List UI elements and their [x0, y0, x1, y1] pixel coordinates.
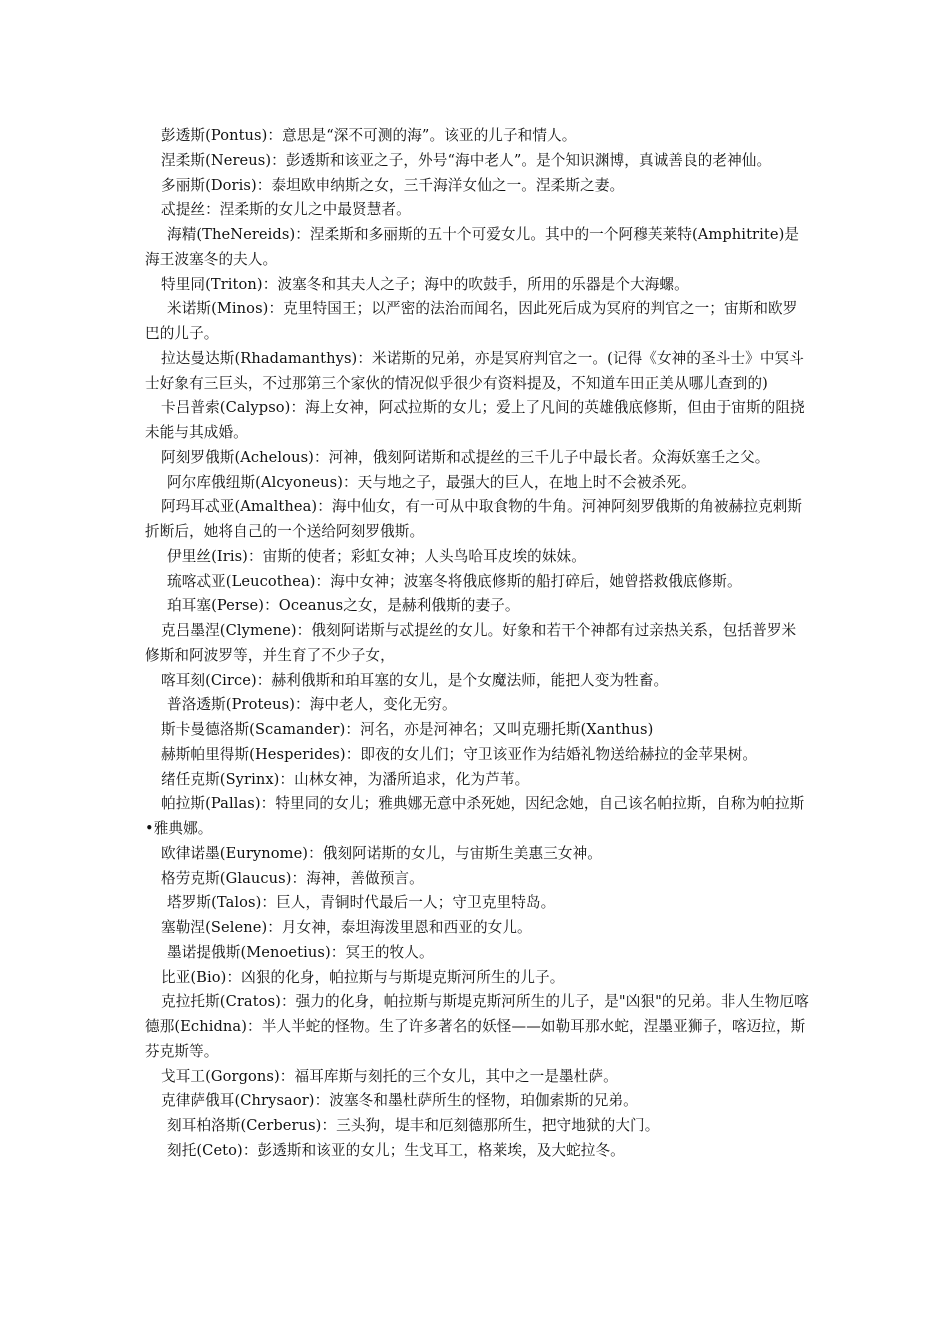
paragraph: 琉喀忒亚(Leucothea)：海中女神；波塞冬将俄底修斯的船打碎后，她曾搭救俄底修斯。 — [167, 572, 742, 590]
paragraph: 墨诺提俄斯(Menoetius)：冥王的牧人。 — [167, 943, 434, 961]
paragraph: 喀耳刻(Circe)：赫利俄斯和珀耳塞的女儿，是个女魔法师，能把人变为牲畜。 — [161, 671, 669, 689]
paragraph: 伊里丝(Iris)：宙斯的使者；彩虹女神；人头鸟哈耳皮埃的妹妹。 — [167, 547, 586, 565]
paragraph: 海精(TheNereids)：涅柔斯和多丽斯的五十个可爱女儿。其中的一个阿穆芙莱特(Amphitrite)是海王波塞冬的夫人。 — [145, 226, 800, 268]
paragraph: 普洛透斯(Proteus)：海中老人，变化无穷。 — [167, 696, 457, 714]
paragraph: 彭透斯(Pontus)：意思是“深不可测的海”。该亚的儿子和情人。 — [161, 127, 577, 144]
paragraph: 戈耳工(Gorgons)：福耳库斯与刻托的三个女儿，其中之一是墨杜萨。 — [161, 1067, 618, 1085]
paragraph: 米诺斯(Minos)：克里特国王；以严密的法治而闻名，因此死后成为冥府的判官之一；宙斯和欧罗巴的儿子。 — [145, 300, 798, 342]
paragraph: 多丽斯(Doris)：泰坦欧申纳斯之女，三千海洋女仙之一。涅柔斯之妻。 — [161, 176, 625, 194]
paragraph: 欧律诺墨(Eurynome)：俄刻阿诺斯的女儿，与宙斯生美惠三女神。 — [161, 844, 602, 862]
paragraph: 克拉托斯(Cratos)：强力的化身，帕拉斯与斯堤克斯河所生的儿子，是"凶狠"的兄弟。非人生物厄喀德那(Echidna)：半人半蛇的怪物。生了许多著名的妖怪——如勒耳那水蛇，涅墨亚狮子，喀迈拉，斯芬克斯等。 — [145, 993, 809, 1060]
paragraph: 阿刻罗俄斯(Achelous)：河神，俄刻阿诺斯和忒提丝的三千儿子中最长者。众海妖塞壬之父。 — [161, 448, 770, 466]
paragraph: 克吕墨涅(Clymene)：俄刻阿诺斯与忒提丝的女儿。好象和若干个神都有过亲热关系，包括普罗米修斯和阿波罗等，并生育了不少子女， — [145, 622, 797, 664]
paragraph: 刻托(Ceto)：彭透斯和该亚的女儿；生戈耳工，格莱埃，及大蛇拉冬。 — [167, 1141, 625, 1159]
paragraph: 帕拉斯(Pallas)：特里同的女儿；雅典娜无意中杀死她，因纪念她，自己该名帕拉斯，自称为帕拉斯•雅典娜。 — [145, 795, 805, 837]
paragraph: 珀耳塞(Perse)：Oceanus之女，是赫利俄斯的妻子。 — [167, 597, 520, 615]
paragraph: 阿尔库俄纽斯(Alcyoneus)：天与地之子，最强大的巨人，在地上时不会被杀死。 — [167, 473, 696, 491]
paragraph: 赫斯帕里得斯(Hesperides)：即夜的女儿们；守卫该亚作为结婚礼物送给赫拉的金苹果树。 — [161, 745, 758, 763]
paragraph: 比亚(Bio)：凶狠的化身，帕拉斯与与斯堤克斯河所生的儿子。 — [161, 968, 565, 986]
paragraph: 格劳克斯(Glaucus)：海神，善做预言。 — [161, 869, 424, 887]
paragraph: 塞勒涅(Selene)：月女神，泰坦海泼里恩和西亚的女儿。 — [161, 919, 532, 936]
paragraph: 刻耳柏洛斯(Cerberus)：三头狗，堤丰和厄刻德那所生，把守地狱的大门。 — [167, 1117, 660, 1134]
paragraph: 克律萨俄耳(Chrysaor)：波塞冬和墨杜萨所生的怪物，珀伽索斯的兄弟。 — [161, 1092, 638, 1110]
paragraph: 斯卡曼德洛斯(Scamander)：河名，亦是河神名；又叫克珊托斯(Xanthus) — [161, 721, 654, 738]
paragraph: 绪任克斯(Syrinx)：山林女神，为潘所追求，化为芦苇。 — [161, 770, 530, 788]
paragraph: 拉达曼达斯(Rhadamanthys)：米诺斯的兄弟，亦是冥府判官之一。(记得《女神的圣斗士》中冥斗士好象有三巨头，不过那第三个家伙的情况似乎很少有资料提及，不知道车田正美从哪儿查到的) — [145, 349, 804, 392]
document-body — [145, 124, 810, 1164]
paragraph: 阿玛耳忒亚(Amalthea)：海中仙女，有一可从中取食物的牛角。河神阿刻罗俄斯的角被赫拉克剌斯折断后，她将自己的一个送给阿刻罗俄斯。 — [145, 498, 803, 540]
paragraph: 忒提丝：涅柔斯的女儿之中最贤慧者。 — [161, 201, 411, 219]
paragraph: 涅柔斯(Nereus)：彭透斯和该亚之子，外号“海中老人”。是个知识渊博，真诚善良的老神仙。 — [161, 151, 772, 169]
paragraph: 塔罗斯(Talos)：巨人，青铜时代最后一人；守卫克里特岛。 — [167, 894, 556, 912]
paragraph: 卡吕普索(Calypso)：海上女神，阿忒拉斯的女儿；爱上了凡间的英雄俄底修斯，但由于宙斯的阻挠未能与其成婚。 — [145, 399, 805, 441]
paragraph: 特里同(Triton)：波塞冬和其夫人之子；海中的吹鼓手，所用的乐器是个大海螺。 — [161, 275, 689, 293]
